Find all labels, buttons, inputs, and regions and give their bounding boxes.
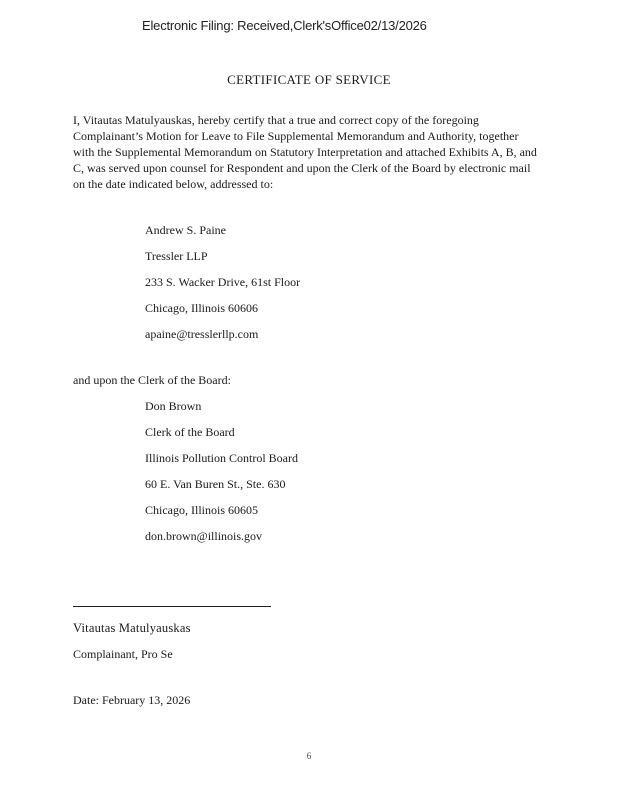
signatory-role: Complainant, Pro Se xyxy=(73,647,173,661)
counsel-firm: Tressler LLP xyxy=(145,249,208,263)
clerk-title: Clerk of the Board xyxy=(145,425,235,439)
counsel-street: 233 S. Wacker Drive, 61st Floor xyxy=(145,275,301,289)
counsel-email: apaine@tresslerllp.com xyxy=(145,327,259,341)
clerk-intro-text: and upon the Clerk of the Board: xyxy=(73,373,231,387)
paragraph-line: I, Vitautas Matulyauskas, hereby certify that a true and correct copy of the foregoing xyxy=(73,113,479,127)
signatory-name: Vitautas Matulyauskas xyxy=(73,621,191,635)
clerk-org: Illinois Pollution Control Board xyxy=(145,451,299,465)
clerk-street: 60 E. Van Buren St., Ste. 630 xyxy=(145,477,286,491)
clerk-name: Don Brown xyxy=(145,399,202,413)
paragraph-line: Complainant’s Motion for Leave to File Supplemental Memorandum and Authority, together xyxy=(73,129,519,143)
paragraph-line: C, was served upon counsel for Respondent and upon the Clerk of the Board by electronic mail xyxy=(73,161,531,175)
certification-paragraph xyxy=(73,112,548,192)
page-number: 6 xyxy=(306,751,312,761)
signature-line xyxy=(73,606,271,607)
paragraph-line: on the date indicated below, addressed to: xyxy=(73,177,274,191)
counsel-city: Chicago, Illinois 60606 xyxy=(145,301,258,315)
electronic-filing-stamp: Electronic Filing: Received,Clerk'sOffice02/13/2026 xyxy=(142,18,427,33)
counsel-address-block xyxy=(145,223,300,353)
paragraph-line: with the Supplemental Memorandum on Statutory Interpretation and attached Exhibits A, B, and xyxy=(73,145,537,159)
clerk-address-block xyxy=(145,399,298,555)
clerk-email: don.brown@illinois.gov xyxy=(145,529,263,543)
clerk-city: Chicago, Illinois 60605 xyxy=(145,503,258,517)
service-date: Date: February 13, 2026 xyxy=(73,693,191,707)
counsel-name: Andrew S. Paine xyxy=(145,223,226,237)
page-title: CERTIFICATE OF SERVICE xyxy=(227,72,391,87)
